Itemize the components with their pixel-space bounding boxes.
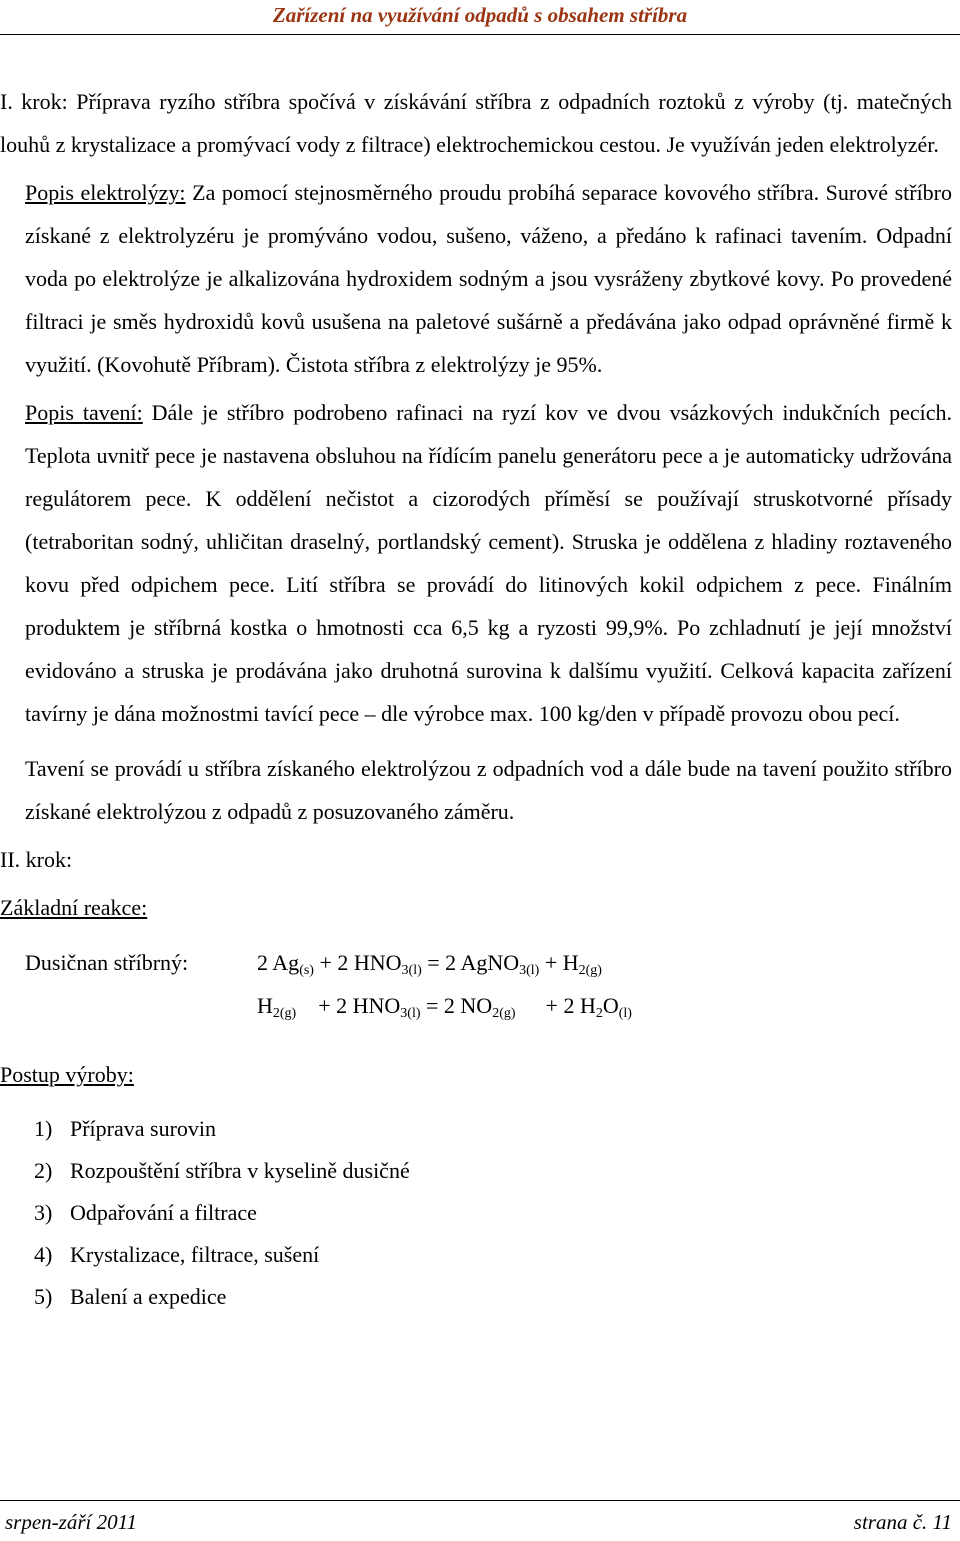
electrolysis-label: Popis elektrolýzy:: [25, 180, 186, 205]
list-item: 4) Krystalizace, filtrace, sušení: [34, 1242, 320, 1267]
melting-paragraph: [25, 391, 952, 735]
procedure-heading: Postup výroby:: [0, 1062, 134, 1087]
list-item: 3) Odpařování a filtrace: [34, 1200, 257, 1225]
step1-paragraph: I. krok: Příprava ryzího stříbra spočívá v získávání stříbra z odpadních roztoků z výroby (tj. matečných louhů z krystalizace a promývací vody z filtrace) elektrochemickou cestou. Je využíván jeden elektrolyzér.: [0, 89, 952, 157]
reaction-equation-1: 2 $Ag_{(s)} + 2$ $HNO_{3(l)} = 2$ AgNO$_{3(l)}$ + $H_{2(g)}$: [257, 950, 602, 978]
melting-label: Popis tavení:: [25, 400, 143, 425]
melting-source-paragraph: Tavení se provádí u stříbra získaného elektrolýzou z odpadních vod a dále bude na tavení použito stříbro získané elektrolýzou z odpadů z posuzovaného záměru.: [25, 756, 952, 824]
list-item: 5) Balení a expedice: [34, 1284, 227, 1309]
document-body: [0, 80, 952, 1318]
footer-date: srpen-září 2011: [5, 1510, 138, 1534]
header-divider: [0, 34, 960, 35]
step2-heading: II. krok:: [0, 847, 73, 872]
basic-reactions-heading: Základní reakce:: [0, 895, 148, 920]
list-item: 2) Rozpouštění stříbra v kyselině dusičné: [34, 1158, 410, 1183]
list-item: 1) Příprava surovin: [34, 1116, 217, 1141]
running-header: Zařízení na využívání odpadů s obsahem stříbra: [272, 3, 688, 27]
melting-text: Dále je stříbro podrobeno rafinaci na ryzí kov ve dvou vsázkových indukčních pecích. Teplota uvnitř pece je nastavena obsluhou na řídícím panelu generátoru pece a je automaticky udržována regulátorem pece. K oddělení nečistot a cizorodých příměsí se používají struskotvorné přísady (tetraboritan sodný, uhličitan draselný, portlandský cement). Struska je oddělena z hladiny roztaveného kovu před odpichem pece. Lití stříbra se provádí do litinových kokil odpichem z pece. Finálním produktem je stříbrná kostka o hmotnosti cca 6,5 kg a ryzosti 99,9%. Po zchladnutí je její množství evidováno a struska je prodávána jako druhotná surovina k dalšímu využití. Celková kapacita zařízení tavírny je dána možnostmi tavící pece – dle výrobce max. 100 kg/den v případě provozu obou pecí.: [25, 400, 952, 726]
page-number: strana č. 11: [853, 1510, 952, 1534]
reaction-block: [0, 941, 952, 1041]
reaction-equation-2: $H_{2(g)} + 2$ $HNO_{3(l)} = 2$ $NO_{2(g)} + 2$ $H_2O_{(l)}$: [257, 993, 632, 1021]
procedure-list: [0, 1108, 952, 1318]
electrolysis-text: Za pomocí stejnosměrného proudu probíhá separace kovového stříbra. Surové stříbro získané z elektrolyzéru je promýváno vodou, sušeno, váženo, a předáno k rafinaci tavením. Odpadní voda po elektrolýze je alkalizována hydroxidem sodným a jsou vysráženy zbytkové kovy. Po provedené filtraci je směs hydroxidů kovů usušena na paletové sušárně a předávána jako odpad oprávněné firmě k využití. (Kovohutě Příbram). Čistota stříbra z elektrolýzy je 95%.: [25, 180, 953, 377]
reaction-label: Dusičnan stříbrný:: [25, 950, 189, 975]
electrolysis-paragraph: [25, 171, 952, 386]
footer-divider: [0, 1500, 960, 1501]
